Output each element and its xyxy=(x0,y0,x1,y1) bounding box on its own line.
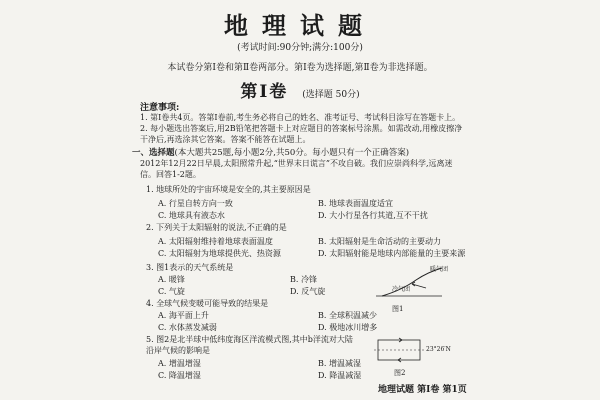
figure-2-caption: 图2 xyxy=(394,369,406,377)
question-2-option-d: D. 太阳辐射能是地球内部能量的主要来源 xyxy=(318,249,466,258)
question-3-stem: 3. 图1表示的天气系统是 xyxy=(146,263,234,272)
section-note: (本大题共25题,每小题2分,共50分。每小题只有一个正确答案) xyxy=(174,148,410,158)
question-1-option-b: B. 地球表面温度适宜 xyxy=(318,199,393,208)
notice-item: 2. 每小题选出答案后,用2B铅笔把答题卡上对应题目的答案标号涂黑。如需改动,用橡皮擦净干净后,再选涂其它答案。答案不能答在试题上。 xyxy=(140,124,463,144)
question-2-option-a: A. 太阳辐射维持着地球表面温度 xyxy=(158,237,273,246)
question-5-option-c: C. 降温增湿 xyxy=(158,371,201,380)
question-4-stem: 4. 全球气候变暖可能导致的结果是 xyxy=(146,299,269,308)
question-2-stem: 2. 下列关于太阳辐射的说法,不正确的是 xyxy=(146,223,287,232)
question-1-option-d: D. 大小行星各行其道,互不干扰 xyxy=(318,211,428,220)
question-5-stem: 5. 图2是北半球中低纬度海区洋流模式图,其中b洋流对大陆沿岸气候的影响是 xyxy=(146,335,353,355)
volume-heading xyxy=(0,77,600,102)
page-title: 地理试题 xyxy=(224,11,376,40)
volume-subtitle: (选择题 50分) xyxy=(302,90,360,100)
fig1-warm-label: 暖气团 xyxy=(430,266,449,273)
figure-1-caption: 图1 xyxy=(392,305,404,313)
question-5-option-a: A. 增温增湿 xyxy=(158,359,201,368)
question-3-option-c: C. 气旋 xyxy=(158,287,185,296)
fig1-cold-label: 冷气团 xyxy=(392,286,411,293)
question-1-option-a: A. 行星自转方向一致 xyxy=(158,199,233,208)
question-1-option-c: C. 地球具有液态水 xyxy=(158,211,225,220)
notice-heading: 注意事项: xyxy=(140,103,180,113)
question-4-option-b: B. 全球积温减少 xyxy=(318,311,377,320)
question-2-option-b: B. 太阳辐射是生命活动的主要动力 xyxy=(318,237,441,246)
air-arrow xyxy=(412,284,426,288)
figure-2-current-diagram xyxy=(372,334,430,366)
question-3-option-d: D. 反气旋 xyxy=(290,287,326,296)
exam-time-info: (考试时间:90分钟;满分:100分) xyxy=(237,43,363,53)
notice-item: 1. 第Ⅰ卷共4页。答第Ⅰ卷前,考生务必将自己的姓名、准考证号、考试科目涂写在答题卡上。 xyxy=(140,113,461,122)
question-4-option-d: D. 极地冰川增多 xyxy=(318,323,378,332)
question-5-option-d: D. 降温减湿 xyxy=(318,371,362,380)
question-4-option-a: A. 海平面上升 xyxy=(158,311,209,320)
fig2-latitude-label: 23°26′N xyxy=(426,346,451,353)
section-title: 一、选择题 xyxy=(132,148,175,158)
question-1-stem: 1. 地球所处的宇宙环境是安全的,其主要原因是 xyxy=(146,185,311,194)
question-3-option-b: B. 冷锋 xyxy=(290,275,317,284)
volume-title: 第Ⅰ卷 xyxy=(240,82,289,102)
page-footer: 地理试题 第Ⅰ卷 第1页 xyxy=(378,385,467,395)
question-4-option-c: C. 水体蒸发减弱 xyxy=(158,323,217,332)
question-2-option-c: C. 太阳辐射为地球提供光、热资源 xyxy=(158,249,281,258)
question-5-option-b: B. 增温减湿 xyxy=(318,359,361,368)
reading-passage: 2012年12月22日早晨,太阳照常升起,“世界末日谎言”不攻自破。我们应崇尚科学,远离迷信。回答1-2题。 xyxy=(140,159,453,179)
exam-intro: 本试卷分第Ⅰ卷和第Ⅱ卷两部分。第Ⅰ卷为选择题,第Ⅱ卷为非选择题。 xyxy=(167,63,433,73)
question-3-option-a: A. 暖锋 xyxy=(158,275,185,284)
section-heading xyxy=(132,146,409,158)
